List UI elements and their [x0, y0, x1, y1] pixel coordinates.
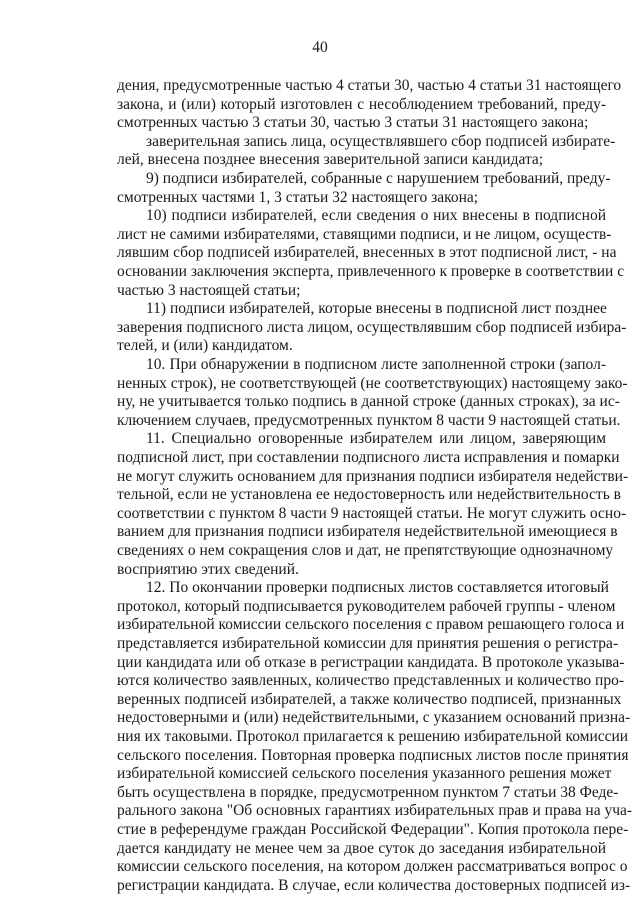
text-line: смотренных частями 1, 3 статьи 32 настоящего закона; — [117, 188, 479, 206]
text-line: ванием для признания подписи избирателя недействительной имеющиеся в — [117, 523, 618, 541]
text-line: 10) подписи избирателей, если сведения о них внесены в подписной — [146, 207, 606, 225]
text-line: дается кандидату не менее чем за двое суток до заседания избирательной — [117, 839, 606, 857]
text-line: недостоверными и (или) недействительными, с указанием оснований призна- — [117, 709, 631, 727]
text-line: основании заключения эксперта, привлеченного к проверке в соответствии с — [117, 263, 625, 280]
text-line: стие в референдуме граждан Российской Федерации". Копия протокола пере- — [117, 821, 629, 838]
text-line: ключением случаев, предусмотренных пунктом 8 части 9 настоящей статьи. — [117, 411, 621, 429]
text-line: ются количество заявленных, количество представленных и количество про- — [117, 672, 625, 690]
text-line: 10. При обнаружении в подписном листе заполненной строки (запол- — [146, 356, 606, 373]
text-line: 11) подписи избирателей, которые внесены в подписной лист позднее — [146, 300, 607, 318]
text-line: телей, и (или) кандидатом. — [117, 337, 293, 355]
text-line: комиссии сельского поселения, на котором должен рассматриваться вопрос о — [117, 858, 628, 876]
text-line: 9) подписи избирателей, собранные с нарушением требований, преду- — [146, 170, 611, 187]
text-line: 12. По окончании проверки подписных листов составляется итоговый — [146, 579, 609, 597]
text-line: ну, не учитывается только подпись в данной строке (данных строках), за ис- — [117, 393, 620, 411]
text-line: протокол, который подписывается руководителем рабочей группы - членом — [117, 597, 616, 615]
text-line: ции кандидата или об отказе в регистрации кандидата. В протоколе указыва- — [117, 653, 625, 671]
text-line: лявшим сбор подписей избирателей, внесенных в этот подписной лист, - на — [117, 244, 617, 262]
text-line: 11. Специально оговоренные избирателем или лицом, заверяющим — [146, 430, 606, 448]
text-line: не могут служить основанием для признания подписи избирателя недействи- — [117, 467, 629, 485]
text-line: избирательной комиссии сельского поселения с правом решающего голоса и — [117, 616, 625, 634]
text-line: подписной лист, при составлении подписного листа исправления и помарки — [117, 449, 620, 466]
text-line: лист не самими избирателями, ставящими подписи, и не лицом, осуществ- — [117, 225, 612, 243]
text-line: представляется избирательной комиссии для принятия решения о регистра- — [117, 635, 619, 652]
text-line: избирательной комиссией сельского поселения указанного решения может — [117, 765, 612, 783]
text-line: ния их таковыми. Протокол прилагается к решению избирательной комиссии — [117, 728, 629, 745]
text-line: частью 3 настоящей статьи; — [117, 281, 301, 299]
text-line: ненных строк), не соответствующей (не соответствующих) настоящему зако- — [117, 374, 628, 392]
text-line: смотренных частью 3 статьи 30, частью 3 статьи 31 настоящего закона; — [117, 114, 589, 132]
text-line: веренных подписей избирателей, а также количество подписей, признанных — [117, 690, 622, 708]
text-line: лей, внесена позднее внесения заверительной записи кандидата; — [117, 151, 544, 169]
text-line: быть осуществлена в порядке, предусмотренном пунктом 7 статьи 38 Феде- — [117, 783, 619, 801]
text-line: соответствии с пунктом 8 части 9 настоящей статьи. Не могут служить осно- — [117, 504, 627, 522]
text-line: заверения подписного листа лицом, осуществлявшим сбор подписей избира- — [117, 318, 627, 336]
text-line: тельной, если не установлена ее недостоверность или недействительность в — [117, 486, 621, 504]
text-line: дения, предусмотренные частью 4 статьи 30, частью 4 статьи 31 настоящего — [117, 77, 622, 94]
text-line: закона, и (или) который изготовлен с несоблюдением требований, преду- — [117, 95, 606, 113]
text-line: сведениях о нем сокращения слов и дат, не препятствующие однозначному — [117, 542, 614, 559]
text-line: восприятию этих сведений. — [117, 560, 299, 578]
text-line: заверительная запись лица, осуществлявшего сбор подписей избирате- — [146, 132, 616, 150]
text-line: регистрации кандидата. В случае, если количества достоверных подписей из- — [117, 876, 631, 894]
text-line: сельского поселения. Повторная проверка подписных листов после принятия — [117, 746, 629, 764]
text-line: рального закона "Об основных гарантиях избирательных прав и права на уча- — [117, 802, 633, 820]
page-number: 40 — [312, 39, 328, 56]
